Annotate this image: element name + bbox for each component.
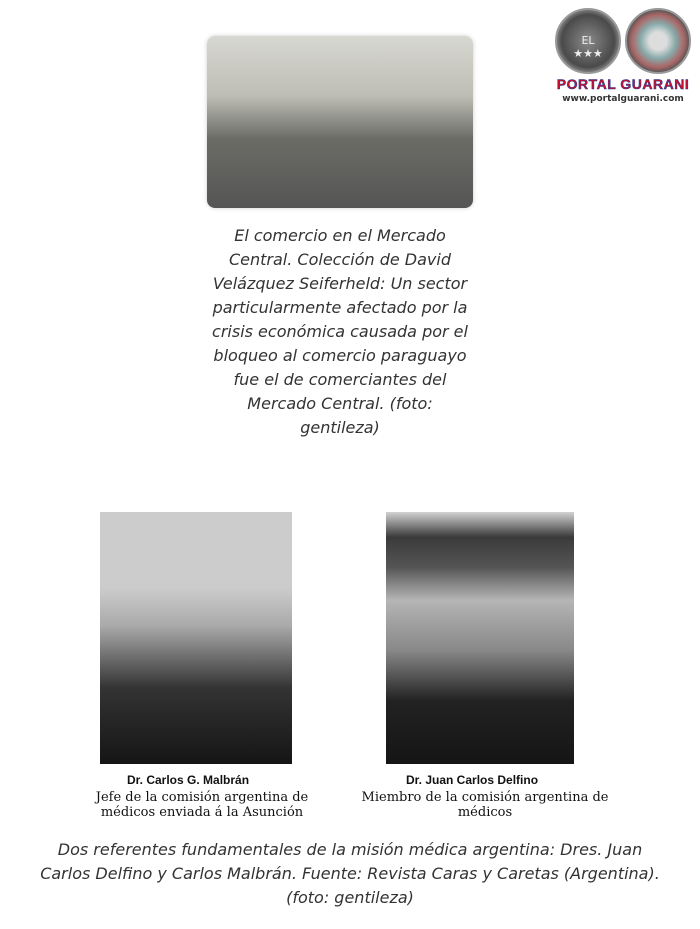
malbran-desc: Jefe de la comisión argentina de médicos enviada á la Asunción (95, 790, 309, 820)
delfino-name: Dr. Juan Carlos Delfino (406, 773, 539, 787)
delfino-portrait (386, 512, 574, 764)
malbran-name: Dr. Carlos G. Malbrán (127, 773, 250, 787)
mercado-central-photo (207, 36, 473, 208)
logo-url: www.portalguarani.com (562, 94, 684, 104)
malbran-portrait (100, 512, 292, 764)
doctors-caption: Dos referentes fundamentales de la misión médica argentina: Dres. Juan Carlos Delfino y Carlos Malbrán. Fuente: Revista Caras y Caretas (Argentina). (foto: gentileza) (40, 840, 660, 907)
portal-guarani-logo[interactable] (553, 6, 693, 106)
seal-right-icon (625, 8, 691, 74)
logo-brand: PORTAL GUARANI (556, 76, 690, 92)
seal-left-icon: EL ★★★ (555, 8, 621, 74)
mercado-caption: El comercio en el Mercado Central. Colección de David Velázquez Seiferheld: Un sector particularmente afectado por la crisis económica causada por el bloqueo al comercio paraguayo fue el de comerciantes del Mercado Central. (foto: gentileza) (212, 226, 468, 437)
delfino-desc: Miembro de la comisión argentina de médicos (361, 790, 609, 820)
